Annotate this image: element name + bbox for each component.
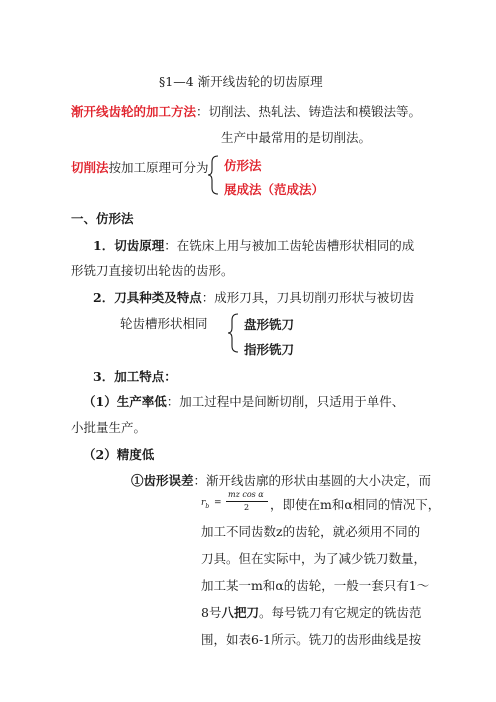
p2-line2: 轮齿槽形状相同 (120, 316, 208, 331)
intro-methods: ：切削法、热轧法、铸造法和模锻法等。 (196, 104, 422, 119)
p1-num: 1． (93, 238, 115, 253)
err-line6-bold: 八把刀 (221, 605, 259, 620)
err-line2: ，即使在m和α相同的情况下， (270, 497, 441, 512)
tool-disc-cutter: 盘形铣刀 (244, 317, 295, 332)
formula-lhs: $r_b$ (201, 498, 210, 510)
formula-eq: = (214, 498, 222, 508)
p3a-line2: 小批量生产。 (71, 420, 147, 435)
formula-fraction-bar (226, 501, 268, 502)
p3a-line1 (83, 392, 404, 410)
option-generating-method: 展成法（范成法） (224, 182, 325, 197)
err-heading: ①齿形误差 (131, 473, 194, 488)
formula-numerator: mz cos α (228, 490, 264, 499)
err-line5: 加工某一m和α的齿轮，一般一套只有1～ (201, 578, 430, 593)
classify-label: 切削法 (71, 160, 109, 175)
intro-line2: 生产中最常用的是切削法。 (221, 130, 372, 145)
brace-tools (227, 312, 241, 354)
p3a-heading: （1）生产率低 (83, 394, 167, 409)
tool-finger-cutter: 指形铣刀 (244, 342, 295, 357)
p1-line2: 形铣刀直接切出轮齿的齿形。 (71, 263, 234, 278)
intro-heading: 渐开线齿轮的加工方法 (71, 104, 197, 119)
brace-classify (207, 154, 221, 196)
classify-line (71, 158, 209, 176)
p2-heading: 刀具种类及特点 (114, 290, 202, 305)
err-text: ：渐开线齿廓的形状由基圆的大小决定，而 (193, 473, 432, 488)
err-line6-pre: 8号 (201, 605, 222, 620)
p1-text: ：在铣床上用与被加工齿轮齿槽形状相同的成 (164, 238, 415, 253)
p1-heading: 切齿原理 (114, 238, 165, 253)
formula-denominator: 2 (244, 503, 250, 512)
section1-heading: 一、仿形法 (71, 211, 134, 226)
p2-line1 (93, 288, 414, 306)
err-line3: 加工不同齿数z的齿轮，就必须用不同的 (201, 524, 421, 539)
p2-text: ：成形刀具，刀具切削刃形状与被切齿 (201, 290, 415, 305)
option-form-method: 仿形法 (224, 158, 262, 173)
err-line1 (131, 471, 431, 489)
p3b-heading: （2）精度低 (83, 447, 155, 462)
p3a-text: ：加工过程中是间断切削，只适用于单件、 (166, 394, 405, 409)
page-title: §1—4 渐开线齿轮的切齿原理 (159, 74, 323, 89)
intro-line1 (71, 102, 421, 120)
classify-text: 按加工原理可分为 (108, 160, 209, 175)
p1-line1 (93, 236, 414, 254)
err-line6-rest: 。每号铣刀有它规定的铣齿范 (258, 605, 422, 620)
p3-heading: 3．加工特点： (93, 369, 177, 384)
err-line6 (201, 603, 421, 621)
p2-num: 2． (93, 290, 115, 305)
err-line4: 刀具。但在实际中，为了减少铣刀数量， (201, 551, 427, 566)
err-line7: 围，如表6-1所示。铣刀的齿形曲线是按 (201, 632, 422, 647)
